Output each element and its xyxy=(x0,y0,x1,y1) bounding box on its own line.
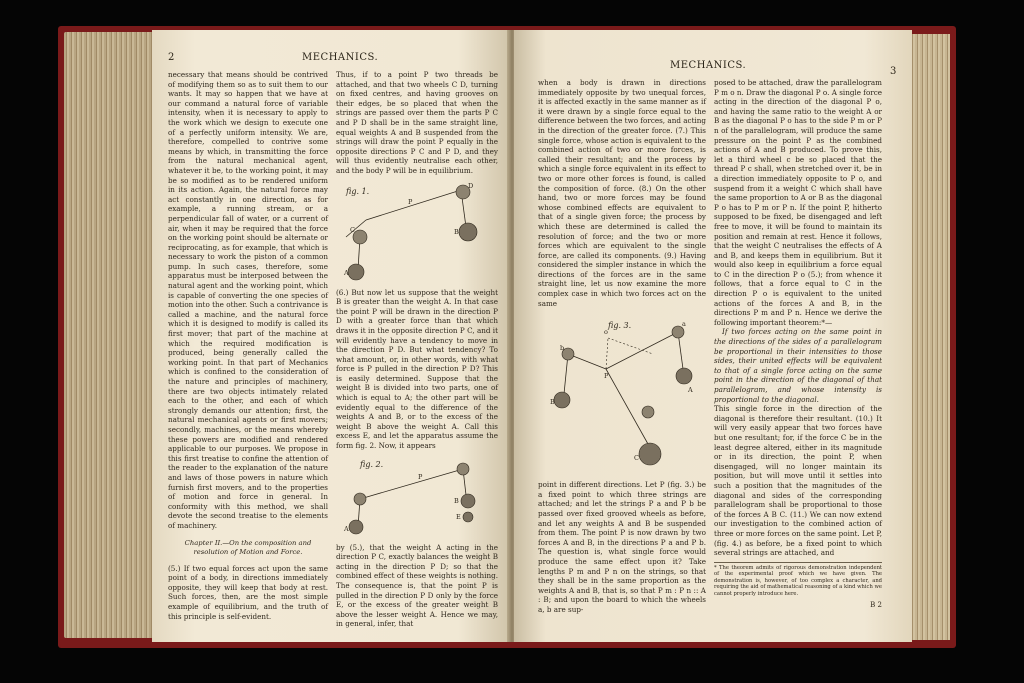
right-page-column-1 xyxy=(538,78,706,634)
svg-text:B: B xyxy=(550,398,555,407)
svg-text:a: a xyxy=(682,320,686,329)
right-page-number: 3 xyxy=(890,66,897,77)
svg-text:D: D xyxy=(468,181,474,190)
svg-text:E: E xyxy=(456,512,461,521)
svg-text:B: B xyxy=(454,496,459,505)
fig3-label: fig. 3. xyxy=(608,321,632,331)
open-book xyxy=(58,26,956,648)
body-text: necessary that means should be contrived of modifying them so as to suit them to our wants. It may so happen that we have at our command a natural force of variable intensity, when it is necessary to apply to the work which we design to execute one of a perfectly uniform intensity. We are, therefore, compelled to contrive some means by which, in transmitting the force from the natural mechanical agent, whatever it be, to the working point, it may be so modified as to be rendered uniform in its action. Again, the natural force may act constantly in one direction, as for example, a running stream, or a perpendicular fall of water, or a current of air, when it may be required that the force on the working point should be alternate or reciprocating, as for example, that which is necessary to work the piston of a common pump. In such cases, therefore, some apparatus must be interposed between the natural agent and the working point, which is capable of converting the one species of motion into the other. Such a contrivance is called a machine, and the natural force which it is designed to modify is called its first mover; that part of the machine at which the required modification is produced, being generally called the working point. In that part of Mechanics which is confined to the consideration of the nature and principles of machinery, there are two objects intimately related each to the other, and each of which strongly demands our attention; first, the natural mechanical agents or first movers; secondly, machines, or the means whereby these powers are modified and rendered applicable to our purposes. We propose in this first treatise to confine the attention of the reader to the explanation of the nature and laws of those powers in nature which furnish first movers, and to the properties of motion and force in general. In conformity with this method, we shall devote the second treatise to the elements of machinery. xyxy=(168,70,328,530)
svg-text:B: B xyxy=(454,227,459,236)
body-text: point in different directions. Let P (fig. 3.) be a fixed point to which three strings are attached; and let the strings P a and P b be passed over fixed grooved wheels as before, and let any weights A and B be suspended from them. The point P is now drawn by two forces A and B, in the directions P a and P b. The question is, what single force would produce the same effect upon it? Take lengths P m and P n on the strings, so that they shall be in the same proportion as the weights A and B, that is, so that P m : P n :: A : B; and upon the board to which the wheels a, b are sup- xyxy=(538,480,706,614)
svg-text:P: P xyxy=(604,372,609,381)
body-text: (5.) If two equal forces act upon the same point of a body, in directions immediately opposite, they will keep that body at rest. Such forces, then, are the most simple example of equilibrium, and the truth of this principle is self-evident. xyxy=(168,563,328,621)
body-text: This single force in the direction of the diagonal is therefore their resultant. (10.) It will very easily appear that two forces have but one resultant; for, if the force C be in the least degree altered, either in its magnitude or in its direction, the point P, when disengaged, will no longer maintain its position, but will move until it settles into such a position that the magnitudes of the diagonal and sides of the corresponding parallelogram shall be proportional to those of the forces A B C. (11.) We can now extend our investigation to the combined action of three or more forces on the same point. Let P, (fig. 4.) as before, be a fixed point to which several strings are attached, and xyxy=(714,404,882,558)
body-text: posed to be attached, draw the parallelogram P m o n. Draw the diagonal P o. A single force acting in the direction of the diagonal P o, and having the same ratio to the weight A or B as the diagonal P o has to the side P m or P n of the parallelogram, will produce the same pressure on the point P as the combined actions of A and B produced. To prove this, let a third wheel c be so placed that the thread P c shall, when stretched over it, be in a direction immediately opposite to P o, and suspend from it a weight C which shall have the same proportion to A or B as the diagonal P o has to P m or P n. If the point P, hitherto supposed to be fixed, be disengaged and left free to move, it will be found to maintain its position and remain at rest. Hence it follows, that the weight C neutralises the effects of A and B, and keeps them in equilibrium. But it would also keep in equilibrium a force equal to C in the direction P o (5.); from whence it follows, that a force equal to C in the direction P o is equivalent to the united actions of the forces A and B, in the directions P m and P n. Hence we derive the following important theorem:*— xyxy=(714,78,882,327)
svg-text:A: A xyxy=(344,268,349,277)
figure-1 xyxy=(336,182,498,282)
body-text: (6.) But now let us suppose that the weight B is greater than the weight A. In that case the point P will be drawn in the direction P D with a greater force than that which draws it in the opposite direction P C, and it will evidently have a tendency to move in the direction P D. But what tendency? To what amount, or, in other words, with what force is P pulled in the direction P D? This is easily determined. Suppose that the weight B is divided into two parts, one of which is equal to A; the other part will be evidently equal to the difference of the weights A and B, or to the excess of the weight B above the weight A. Call this excess E, and let the apparatus assume the form fig. 2. Now, it appears xyxy=(336,287,498,451)
svg-text:C: C xyxy=(350,225,355,234)
svg-text:P: P xyxy=(408,197,413,206)
figure-2 xyxy=(336,457,498,537)
svg-text:P: P xyxy=(418,472,423,481)
fig1-label: fig. 1. xyxy=(346,186,370,196)
left-page xyxy=(152,30,512,642)
right-page-header: MECHANICS. xyxy=(670,60,747,71)
svg-text:A: A xyxy=(688,386,693,395)
body-text: by (5.), that the weight A acting in the direction P C, exactly balances the weight B acting in the direction P D; so that the combined effect of these weights is nothing. The consequence is, that the point P is pulled in the direction P D only by the force E, or the excess of the greater weight B above the lesser weight A. Hence we may, in general, infer, that xyxy=(336,542,498,629)
svg-text:b: b xyxy=(560,344,565,353)
weight-b xyxy=(459,223,477,241)
page-edges-left xyxy=(64,32,156,638)
wheel-c xyxy=(353,230,367,244)
left-page-header: MECHANICS. xyxy=(302,52,379,63)
left-page-column-1 xyxy=(168,70,328,630)
left-page-number: 2 xyxy=(168,52,175,63)
left-page-column-2 xyxy=(336,70,498,630)
svg-text:C: C xyxy=(634,454,639,463)
right-page xyxy=(514,30,912,642)
svg-text:A: A xyxy=(344,524,349,533)
page-edges-right xyxy=(910,34,950,640)
footnote: * The theorem admits of rigorous demonstration independent of the experimental proof which we have given. The demonstration is, however, of too complex a character, and requiring the aid of mathematical reasoning of a kind which we cannot properly introduce here. xyxy=(714,562,882,598)
figure-3 xyxy=(538,314,706,474)
svg-text:o: o xyxy=(604,328,608,337)
right-page-column-2 xyxy=(714,78,882,634)
signature-mark: B 2 xyxy=(870,600,882,609)
chapter-heading: Chapter II.—On the composition and resolution of Motion and Force. xyxy=(184,538,312,557)
weight-a xyxy=(348,264,364,280)
fig2-label: fig. 2. xyxy=(360,459,384,469)
theorem-text: If two forces acting on the same point in the directions of the sides of a parallelogram be proportional in their intensities to those sides, their united effects will be equivalent to that of a single force acting on the same point in the direction of the diagonal of that parallelogram, and whose intensity is proportional to the diagonal. xyxy=(714,327,882,404)
body-text: Thus, if to a point P two threads be attached, and that two wheels C D, turning on fixed centres, and having grooves on their edges, be so placed that when the strings are passed over them the parts P C and P D shall be in the same straight line, equal weights A and B suspended from the strings will draw the point P equally in the opposite directions P C and P D, and they will thus evidently neutralise each other, and the body P will be in equilibrium. xyxy=(336,70,498,175)
body-text: when a body is drawn in directions immediately opposite by two unequal forces, it is affected exactly in the same manner as if it were drawn by a single force equal to the difference between the two forces, and acting in the direction of the greater force. (7.) This single force, whose action is equivalent to the combined action of two or more forces, is called their resultant; and the process by which a single force equivalent in its effect to two or more other forces is found, is called the composition of force. (8.) On the other hand, two or more forces may be found whose combined effects are equivalent to that of a single given force; the process by which these are determined is called the resolution of force; and the two or more forces which are equivalent to the single force, are called its components. (9.) Having considered the simpler instance in which the directions of the forces are in the same straight line, let us now examine the more complex case in which two forces act on the same xyxy=(538,78,706,308)
